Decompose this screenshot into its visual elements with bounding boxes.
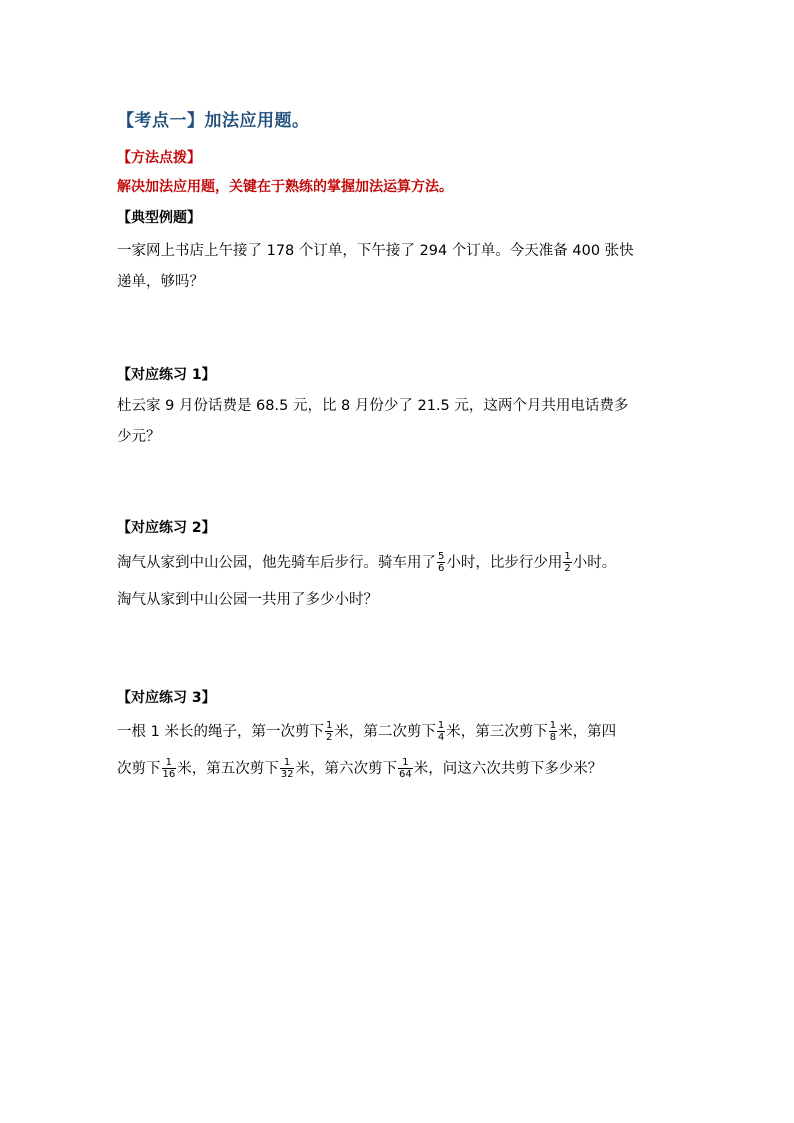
practice-3-text-h: 米，问这六次共剪下多少米？ [413, 761, 603, 777]
fraction-1-64: $\frac{1}{64}$ [398, 756, 412, 780]
practice-2-text-b: 小时，比步行少用 [446, 555, 563, 571]
fraction-1-32: $\frac{1}{32}$ [280, 756, 294, 780]
practice-3-text-a: 一根 1 米长的绳子，第一次剪下 [117, 724, 324, 740]
fraction-5-6: $\frac{5}{6}$ [438, 550, 445, 574]
fraction-1-4: $\frac{1}{4}$ [437, 719, 445, 743]
practice-3-text-b: 米，第二次剪下 [334, 724, 436, 740]
section-title: 【考点一】加法应用题。 [117, 111, 310, 131]
practice-3-text-f: 米，第五次剪下 [177, 761, 279, 777]
fraction-1-16: $\frac{1}{16}$ [162, 756, 176, 780]
practice-2-line-1 [117, 545, 697, 582]
practice-3-text-e: 次剪下 [117, 761, 161, 777]
example-line-2: 递单，够吗？ [117, 274, 204, 290]
example-line-1: 一家网上书店上午接了 178 个订单，下午接了 294 个订单。今天准备 400 张快 [117, 243, 634, 259]
fraction-1-8: $\frac{1}{8}$ [549, 719, 557, 743]
practice-1-heading: 【对应练习 1】 [117, 367, 216, 383]
practice-1-line-1: 杜云家 9 月份话费是 68.5 元，比 8 月份少了 21.5 元，这两个月共用电话费多 [117, 398, 629, 414]
practice-2-heading: 【对应练习 2】 [117, 520, 216, 536]
practice-3-text-c: 米，第三次剪下 [446, 724, 548, 740]
fraction-1-2: $\frac{1}{2}$ [325, 719, 333, 743]
practice-2-text-c: 小时。 [572, 555, 617, 571]
practice-2-question [117, 545, 697, 619]
example-question [117, 236, 677, 298]
fraction-1-2: $\frac{1}{2}$ [564, 550, 571, 574]
practice-1-question [117, 391, 677, 453]
practice-3-question [117, 714, 697, 788]
practice-2-text-a: 淘气从家到中山公园，他先骑车后步行。骑车用了 [117, 555, 436, 571]
method-heading: 【方法点拨】 [117, 150, 201, 166]
method-text: 解决加法应用题，关键在于熟练的掌握加法运算方法。 [117, 179, 453, 195]
practice-3-line-1 [117, 714, 697, 751]
practice-1-line-2: 少元？ [117, 429, 161, 445]
example-heading: 【典型例题】 [117, 210, 201, 226]
practice-2-line-2: 淘气从家到中山公园一共用了多少小时？ [117, 592, 378, 608]
practice-3-text-d: 米，第四 [558, 724, 617, 740]
practice-3-line-2 [117, 751, 697, 788]
practice-3-text-g: 米，第六次剪下 [295, 761, 397, 777]
practice-3-heading: 【对应练习 3】 [117, 690, 216, 706]
